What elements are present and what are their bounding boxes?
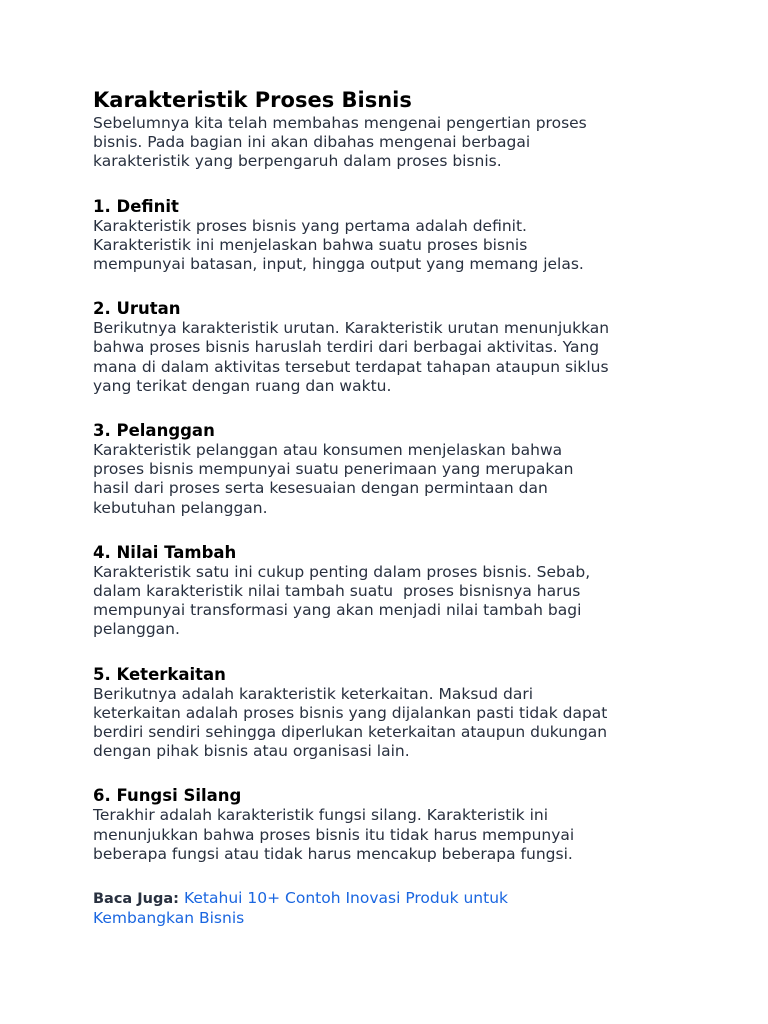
read-more-link[interactable]: Ketahui 10+ Contoh Inovasi Produk untuk Kembangkan Bisnis [93,889,509,928]
section-pelanggan [93,421,693,518]
section-heading: 2. Urutan [93,299,181,319]
section-fungsi-silang [93,786,693,864]
section-heading: 1. Definit [93,196,179,216]
section-body: Karakteristik satu ini cukup penting dalam proses bisnis. Sebab, dalam karakteristik nilai tambah suatu proses bisnisnya harus mempunyai transformasi yang akan menjadi nilai tambah bagi pelanggan. [93,562,591,639]
section-body: Berikutnya karakteristik urutan. Karakteristik urutan menunjukkan bahwa proses bisnis haruslah terdiri dari berbagai aktivitas. Yang mana di dalam aktivitas tersebut terdapat tahapan ataupun siklus yang terikat dengan ruang dan waktu. [93,319,610,395]
section-keterkaitan [93,665,693,762]
read-more [93,889,693,928]
section-heading: 5. Keterkaitan [93,664,226,684]
section-body: Terakhir adalah karakteristik fungsi silang. Karakteristik ini menunjukkan bahwa proses bisnis itu tidak harus mempunyai beberapa fungsi atau tidak harus mencakup beberapa fungsi. [93,806,575,863]
article-title: Karakteristik Proses Bisnis [93,88,412,112]
article [93,86,693,928]
read-more-label: Baca Juga: [93,891,184,908]
section-body: Berikutnya adalah karakteristik keterkaitan. Maksud dari keterkaitan adalah proses bisnis yang dijalankan pasti tidak dapat berdiri sendiri sehingga diperlukan keterkaitan ataupun dukungan dengan pihak bisnis atau organisasi lain. [93,684,608,761]
section-heading: 3. Pelanggan [93,421,215,441]
section-urutan [93,299,693,396]
section-definit [93,197,693,275]
section-body: Karakteristik pelanggan atau konsumen menjelaskan bahwa proses bisnis mempunyai suatu penerimaan yang merupakan hasil dari proses serta kesesuaian dengan permintaan dan kebutuhan pelanggan. [93,441,574,517]
section-body: Karakteristik proses bisnis yang pertama adalah definit. Karakteristik ini menjelaskan bahwa suatu proses bisnis mempunyai batasan, input, hingga output yang memang jelas. [93,216,584,274]
section-nilai-tambah [93,543,693,640]
section-heading: 4. Nilai Tambah [93,542,237,562]
section-heading: 6. Fungsi Silang [93,786,242,806]
article-intro: Sebelumnya kita telah membahas mengenai pengertian proses bisnis. Pada bagian ini akan dibahas mengenai berbagai karakteristik yang berpengaruh dalam proses bisnis. [93,114,587,171]
